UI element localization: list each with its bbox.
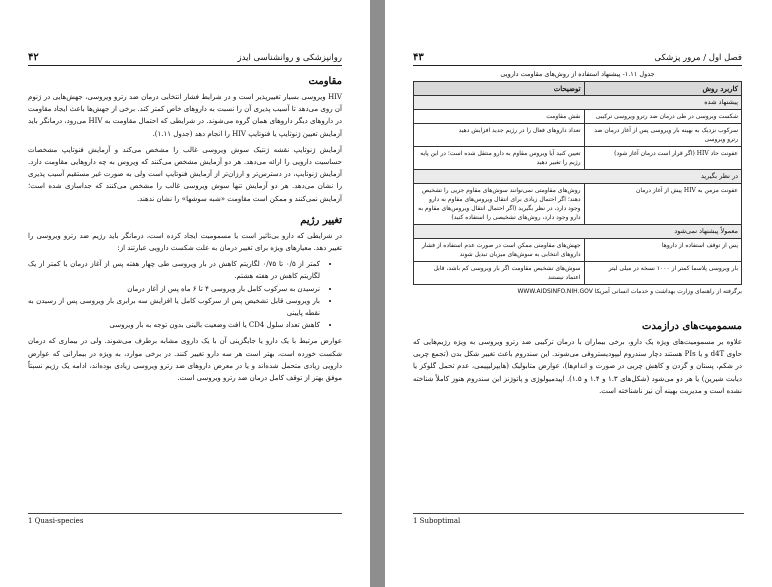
table-section-row	[414, 225, 742, 239]
regimen-paragraph-2: عوارض مرتبط با یک دارو یا جایگزینی آن با یک داروی مشابه برطرف می‌شوند. ولی در بیماری که درمان شکست خورده است، بهتر است هر سه دارو تغییر کنند. در برخی موارد، به ویژه در بیمارانی که عوارض دارویی زیادی متحمل شده‌اند و یا در معرض داروهای ضد رترو ویروسی زیادی بوده‌اند، ادامه یک رژیم نسبتاً موفق بهتر از توقف کامل درمان ضد رترو ویروسی است.	[28, 337, 342, 383]
regimen-section	[28, 215, 342, 384]
table-caption: جدول ۱.۱۱- پیشنهاد استفاده از روش‌های مقاومت دارویی	[500, 70, 655, 78]
table-source-text: برگرفته از راهنمای وزارت بهداشت و خدمات انسانی آمریکا	[594, 288, 742, 295]
table-row	[414, 147, 742, 170]
table-section-title: در نظر بگیرید	[414, 170, 742, 184]
table-row	[414, 124, 742, 147]
failure-criteria-list	[28, 258, 332, 331]
table-cell: عفونت مزمن به HIV پیش از آغاز درمان	[584, 184, 741, 225]
table-cell: عفونت حاد HIV (اگر قرار است درمان آغاز شود)	[584, 147, 741, 170]
toxicity-section	[413, 321, 742, 397]
resistance-testing-table	[413, 81, 742, 285]
left-page-number: ۴۲	[28, 52, 39, 63]
regimen-heading: تغییر رژیم	[300, 214, 342, 226]
resistance-paragraph-1: HIV ویروسی بسیار تغییرپذیر است و در شرایط فشار انتخابی درمان ضد رترو ویروسی، جهش‌هایی در ژنوم آن روی می‌دهد تا آسیب پذیری آن را نسبت به داروهای خاص کمتر کند. برخی از جهش‌ها باعث ایجاد مقاومت در داروهای دیگر داروهای همان گروه می‌شوند. در شرایطی که احتمال مقاومت به HIV می‌رود، درمانگر باید آزمایش تعیین ژنوتایپ یا فنوتایپ HIV را انجام دهد (جدول ۱.۱۱).	[28, 93, 343, 138]
right-footnote: 1 Suboptimal	[413, 513, 744, 525]
table-cell: شکست ویروسی در طی درمان ضد رترو ویروسی ترکیبی	[584, 110, 741, 124]
table-cell: تعداد داروهای فعال را در رژیم جدید افزایش دهید	[414, 124, 585, 147]
table-cell: سرکوب نزدیک به بهینه بار ویروسی پس از آغاز درمان ضد رترو ویروسی	[584, 124, 741, 147]
right-page-number: ۴۳	[413, 52, 424, 63]
list-item: • نرسیدن به سرکوب کامل بار ویروسی ۴ تا ۶ ماه پس از آغاز درمان	[28, 283, 320, 295]
table-cell: پس از توقف استفاده از داروها	[584, 239, 741, 262]
table-header-method: کاربرد روش	[584, 82, 741, 96]
regimen-paragraph-1: در شرایطی که دارو بی‌تاثیر است یا مسمومیت ایجاد کرده است، درمانگر باید رژیم ضد رترو ویروسی را تغییر دهد. معیارهای ویژه برای تغییر درمان به علت شکست دارویی عبارتند از:	[28, 231, 342, 253]
resistance-section	[28, 76, 342, 205]
left-page-header-title: روانپزشکی و روانشناسی ایدز	[237, 53, 342, 63]
right-page-header	[413, 52, 742, 66]
left-footnote: 1 Quasi-species	[28, 513, 342, 525]
table-cell: تعیین کنید آیا ویروس مقاوم به دارو منتقل شده است؛ در این پایه رژیم را تغییر دهید	[414, 147, 585, 170]
table-row	[414, 184, 742, 225]
right-page-header-title: فصل اول / مرور پزشکی	[654, 53, 742, 63]
left-page	[0, 0, 370, 587]
toxicity-paragraph: علاوه بر مسمومیت‌های ویژه یک دارو، برخی بیماران با درمان ترکیبی ضد رترو ویروسی به ویژه رژیم‌هایی که حاوی d4T و یا PIs هستند دچار سندروم لیپودیستروفی می‌شوند. این سندروم باعث تغییر شکل بدن (تجمع چربی در شکم، پستان و گردن و کاهش چربی در صورت و اندام‌ها)، عوارض متابولیک (هایپرلیپیمی، عدم تحمل گلوکز یا دیابت شیرین) یا هر دو می‌شود (شکل‌های ۱.۳ و ۱.۴ و ۱.۵). اپیدمیولوژی و پاتوژنز این سندروم هنوز کاملاً شناخته نشده است و مدیریت بهینه آن نیز ناشناخته است.	[413, 338, 742, 395]
table-section-title: پیشنهاد شده	[414, 96, 742, 110]
table-section-row	[414, 170, 742, 184]
toxicity-heading: مسمومیت‌های درازمدت	[642, 321, 742, 332]
table-header-row	[414, 82, 742, 96]
table-section-row	[414, 96, 742, 110]
table-cell: روش‌های مقاومتی نمی‌توانند سوش‌های مقاوم جزیی را تشخیص دهند؛ اگر احتمال زیادی برای انتقال ویروس‌های مقاوم به دارو وجود دارد، در نظر بگیرید (اگر احتمال انتقال ویروس‌های مقاوم به دارو وجود دارد، روش‌های تشخیصی را استفاده کنید)	[414, 184, 585, 225]
left-page-header	[28, 52, 342, 66]
table-source-url: WWW.AIDSINFO.NIH.GOV	[517, 288, 593, 295]
table-row	[414, 262, 742, 285]
table-cell: سوش‌های تشخیص مقاومت اگر بار ویروسی کم باشد، قابل اعتماد نیستند	[414, 262, 585, 285]
table-cell: بار ویروسی پلاسما کمتر از ۱۰۰۰ نسخه در میلی لیتر	[584, 262, 741, 285]
table-source	[413, 288, 742, 295]
resistance-heading: مقاومت	[308, 76, 342, 87]
list-item: • بار ویروسی قابل تشخیص پس از سرکوب کامل یا افزایش سه برابری بار ویروسی پس از رسیدن به نقطه پایینی	[28, 295, 320, 319]
table-section-title: معمولاً پیشنهاد نمی‌شود	[414, 225, 742, 239]
right-page	[385, 0, 772, 587]
table-cell: جهش‌های مقاومتی ممکن است در صورت عدم استفاده از فشار داروهای انتخابی به سوش‌های میزبان تبدیل شوند	[414, 239, 585, 262]
table-row	[414, 239, 742, 262]
table-cell: نقش مقاومت	[414, 110, 585, 124]
resistance-paragraph-2: آزمایش ژنوتایپ نقشه ژنتیک سوش ویروسی غالب را مشخص می‌کند و آزمایش فنوتایپ مشخصات حساسیت دارویی را ارائه می‌دهد. هر دو آزمایش مشخص می‌کنند که ویروس به چه داروهایی مقاومت دارد. آزمایش ژنوتایپ، در دسترس‌تر و ارزان‌تر از آزمایش فنوتایپ است ولی به صورت غیر مستقیم آسیب پذیری را نشان می‌دهد. هر دو آزمایش تنها سوش ویروسی غالب را مشخص می‌کنند که جداسازی شده است؛ آزمایش نمی‌کنند و ممکن است مقاومت «شبه سوشها» را نشان ندهند.	[28, 145, 342, 203]
list-item: • کمتر از ۰/۵ تا ۰/۷۵ لگاریتم کاهش در بار ویروسی طی چهار هفته پس از آغاز درمان یا کمتر از یک لگاریتم کاهش در هفته هشتم.	[28, 258, 320, 282]
table-row	[414, 110, 742, 124]
list-item: • کاهش تعداد سلول CD4 یا افت وضعیت بالینی بدون توجه به بار ویروسی	[28, 319, 320, 331]
table-header-notes: توضیحات	[414, 82, 585, 96]
